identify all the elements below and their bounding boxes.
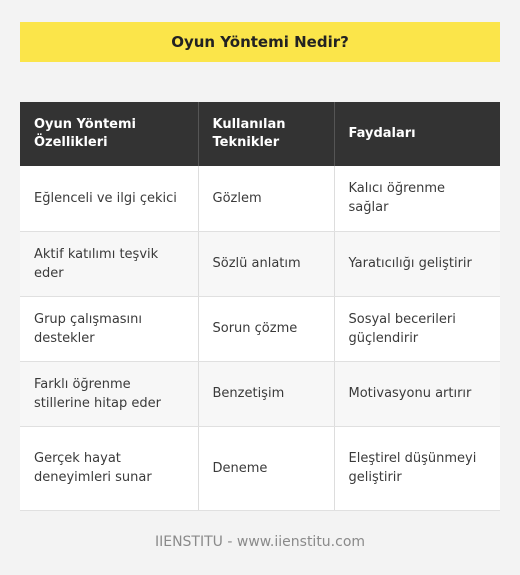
page-title bbox=[20, 22, 500, 62]
table-cell: Gerçek hayat deneyimleri sunar bbox=[20, 426, 198, 510]
table-header-row bbox=[20, 102, 500, 166]
header-benefits: Faydaları bbox=[334, 102, 500, 166]
table-cell: Benzetişim bbox=[198, 361, 334, 426]
footer-credit: IIENSTITU - www.iienstitu.com bbox=[154, 534, 366, 550]
table-cell: Grup çalışmasını destekler bbox=[20, 296, 198, 361]
table-cell: Kalıcı öğrenme sağlar bbox=[334, 166, 500, 231]
header-features: Oyun Yöntemi Özellikleri bbox=[20, 102, 198, 166]
info-table bbox=[20, 102, 500, 511]
table-row bbox=[20, 231, 500, 296]
table-cell: Yaratıcılığı geliştirir bbox=[334, 231, 500, 296]
table-cell: Sözlü anlatım bbox=[198, 231, 334, 296]
table-row bbox=[20, 166, 500, 231]
table-cell: Aktif katılımı teşvik eder bbox=[20, 231, 198, 296]
table-cell: Motivasyonu artırır bbox=[334, 361, 500, 426]
table-cell: Sorun çözme bbox=[198, 296, 334, 361]
table-cell: Eleştirel düşünmeyi geliştirir bbox=[334, 426, 500, 510]
table-cell: Gözlem bbox=[198, 166, 334, 231]
header-techniques: Kullanılan Teknikler bbox=[198, 102, 334, 166]
table-cell: Sosyal becerileri güçlendirir bbox=[334, 296, 500, 361]
table-row bbox=[20, 426, 500, 510]
table-row bbox=[20, 361, 500, 426]
table-cell: Eğlenceli ve ilgi çekici bbox=[20, 166, 198, 231]
table-row bbox=[20, 296, 500, 361]
table-cell: Deneme bbox=[198, 426, 334, 510]
page-title-text: Oyun Yöntemi Nedir? bbox=[171, 33, 349, 51]
table-cell: Farklı öğrenme stillerine hitap eder bbox=[20, 361, 198, 426]
